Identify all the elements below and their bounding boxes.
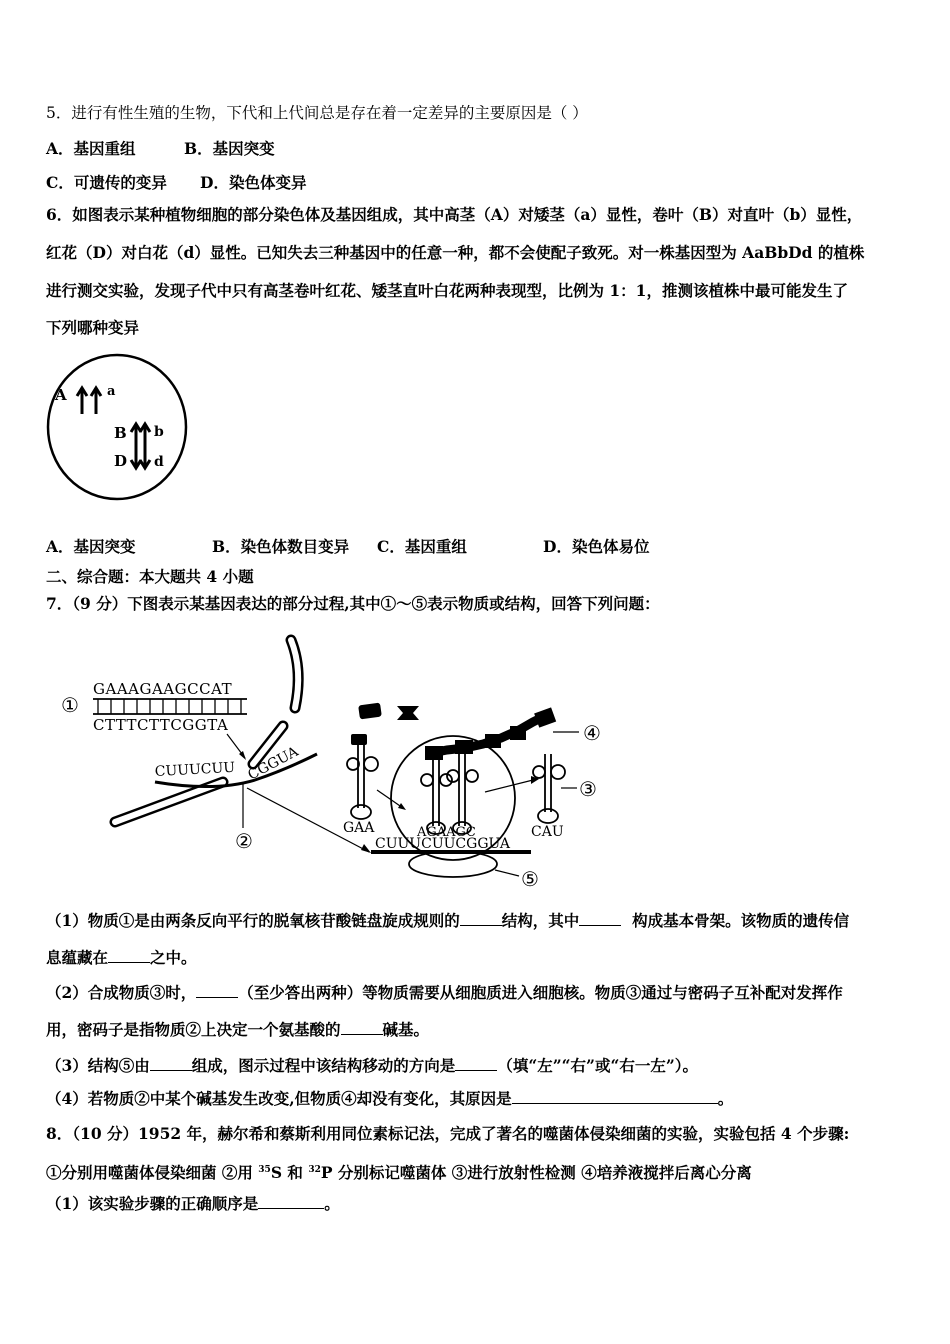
q8-part1: （1）该实验步骤的正确顺序是 。 [46, 1194, 340, 1213]
anticodon-gaa: GAA [343, 820, 375, 836]
dna-bottom-strand: CTTTCTTCGGTA [93, 716, 229, 734]
q7-part1-line2: 息蕴藏在 之中。 [46, 948, 197, 967]
answer-blank[interactable] [258, 1194, 324, 1209]
q6-option-c[interactable]: C．基因重组 [377, 537, 467, 556]
q6-stem-line1: 6．如图表示某种植物细胞的部分染色体及基因组成，其中高茎（A）对矮茎（a）显性，卷叶（B）对直叶（b）显性， [46, 205, 863, 224]
trna-cau [533, 754, 565, 823]
q6-stem-line2: 红花（D）对白花（d）显性。已知失去三种基因中的任意一种，都不会使配子致死。对一株基因型为 AaBbDd 的植株 [46, 243, 865, 262]
q6-option-d[interactable]: D．染色体易位 [543, 537, 650, 556]
trna-gaa [347, 745, 378, 819]
q6-stem-line4: 下列哪种变异 [46, 318, 140, 337]
q6-cell-figure [44, 350, 190, 502]
chromosome-A [77, 388, 87, 414]
amino-acid [358, 703, 382, 720]
answer-blank[interactable] [455, 1056, 497, 1071]
answer-blank[interactable] [512, 1089, 718, 1104]
trna-entry-arrow [377, 790, 403, 808]
q7-gene-expression-figure [55, 630, 615, 895]
marker-2: ② [235, 829, 253, 853]
q5-option-c[interactable]: C．可遗传的变异 [46, 173, 167, 192]
answer-blank[interactable] [150, 1056, 192, 1071]
section-heading: 二、综合题：本大题共 4 小题 [46, 567, 254, 586]
mrna-sequence-end: CGGUA [245, 743, 302, 784]
gene-B-label: B [114, 424, 127, 442]
trna-in-ribosome-1 [421, 760, 452, 834]
q7-part2-line1: （2）合成物质③时， （至少答出两种）等物质需要从细胞质进入细胞核。物质③通过与密码子互补配对发挥作 [46, 983, 843, 1002]
q7-stem: 7．（9 分）下图表示某基因表达的部分过程,其中①～⑤表示物质或结构，回答下列问题： [46, 594, 660, 613]
gene-d-label: d [154, 454, 164, 470]
marker-3: ③ [579, 777, 597, 801]
marker-5-line [495, 870, 519, 876]
answer-blank[interactable] [196, 983, 238, 998]
trna-in-ribosome-2 [447, 754, 478, 834]
q7-part2-line2: 用，密码子是指物质②上决定一个氨基酸的 碱基。 [46, 1020, 430, 1039]
q5-stem: 5．进行有性生殖的生物，下代和上代间总是存在着一定差异的主要原因是（ ） [46, 104, 588, 122]
q7-part4: （4）若物质②中某个碱基发生改变,但物质④却没有变化，其原因是 。 [46, 1089, 734, 1108]
q5-option-b[interactable]: B．基因突变 [184, 139, 275, 158]
amino-acid [397, 706, 419, 720]
mrna-sequence: CUUUCUU [154, 759, 236, 780]
answer-blank[interactable] [579, 911, 621, 926]
trna-exit-arrow [485, 780, 533, 792]
gene-A-label: A [55, 386, 67, 404]
anticodon-cau: CAU [531, 824, 564, 840]
q5-option-a[interactable]: A．基因重组 [46, 139, 136, 158]
ribosome-small-subunit [409, 851, 497, 877]
gene-D-label: D [114, 452, 128, 470]
q7-part3: （3）结构⑤由 组成，图示过程中该结构移动的方向是 （填“左”“右”或“右一左”）。 [46, 1056, 699, 1075]
q8-stem: 8．（10 分）1952 年，赫尔希和蔡斯利用同位素标记法，完成了著名的噬菌体侵染细菌的实验，实验包括 4 个步骤: [46, 1124, 850, 1143]
answer-blank[interactable] [460, 911, 502, 926]
q6-stem-line3: 进行测交实验，发现子代中只有高茎卷叶红花、矮茎直叶白花两种表现型，比例为 1：1，推测该植株中最可能发生了 [46, 281, 848, 300]
gene-b-label: b [154, 424, 164, 440]
chromosome-a [91, 388, 101, 414]
anticodon-agaagc: AGAAGC [417, 825, 476, 840]
marker-1: ① [61, 693, 79, 717]
q8-steps: ①分别用噬菌体侵染细菌 ②用 $^{35}$S 和 $^{32}$P 分别标记噬菌体 ③进行放射性检测 ④培养液搅拌后离心分离 [46, 1163, 752, 1183]
marker-5: ⑤ [521, 867, 539, 891]
gene-a-label: a [107, 384, 116, 399]
q6-option-a[interactable]: A．基因突变 [46, 537, 136, 556]
q6-option-b[interactable]: B．染色体数目变异 [212, 537, 350, 556]
answer-blank[interactable] [108, 948, 150, 963]
answer-blank[interactable] [341, 1020, 383, 1035]
dna-top-strand: GAAAGAAGCCAT [93, 680, 233, 698]
chromosome-bd [140, 424, 150, 468]
q7-part1-line1: （1）物质①是由两条反向平行的脱氧核苷酸链盘旋成规则的 结构，其中 构成基本骨架。该物质的遗传信 [46, 911, 850, 930]
marker-4: ④ [583, 721, 601, 745]
q5-option-d[interactable]: D．染色体变异 [200, 173, 307, 192]
dna-base-pairs [98, 699, 241, 714]
ribosome-mrna-sequence: CUUUCUUCGGUA [375, 836, 510, 852]
